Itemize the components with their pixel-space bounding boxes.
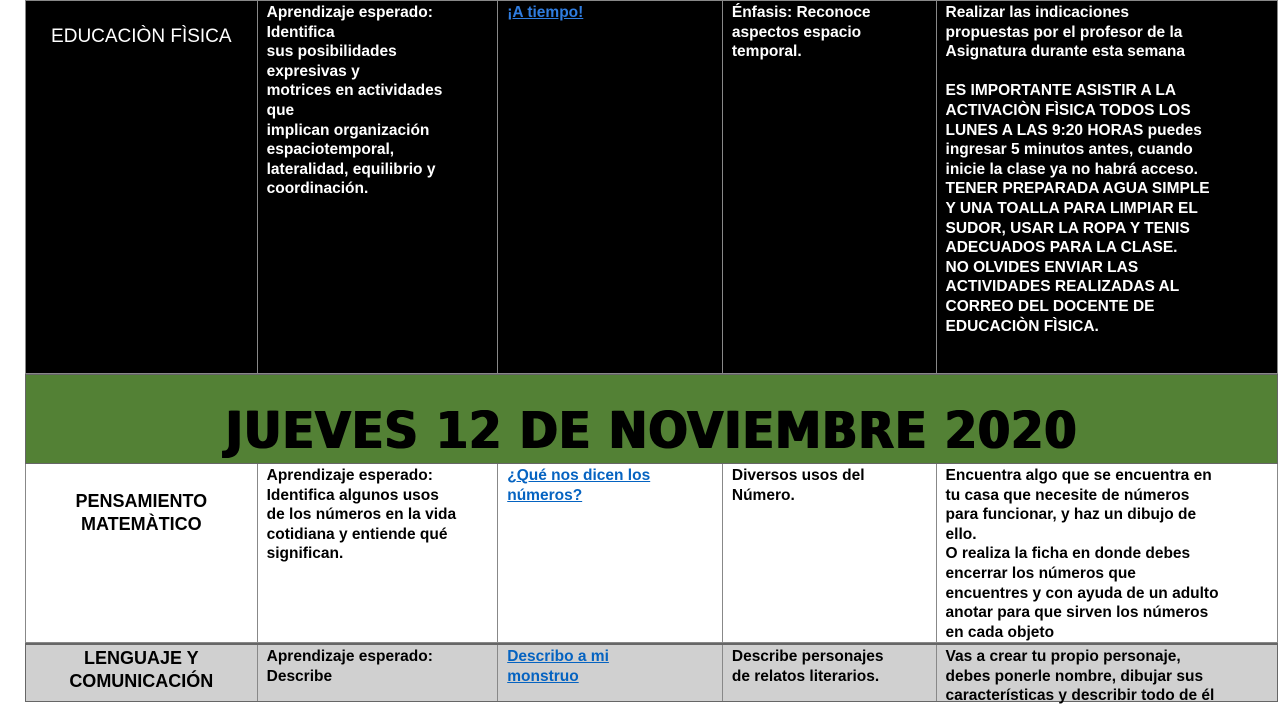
table-row-pensamiento-matematico bbox=[25, 464, 1278, 643]
lesson-link[interactable]: ¿Qué nos dicen los números? bbox=[507, 467, 651, 504]
actividad-cell: Realizar las indicaciones propuestas por el profesor de la Asignatura durante esta semana ES IMPORTANTE ASISTIR A LA ACTIVACIÒN FÌSICA TODOS LOS LUNES A LAS 9:20 HORAS puedes ingresar 5 minutos antes, cuando inicie la clase ya no habrá acceso. TENER PREPARADA AGUA SIMPLE Y UNA TOALLA PARA LIMPIAR EL SUDOR, USAR LA ROPA Y TENIS ADECUADOS PARA LA CLASE. NO OLVIDES ENVIAR LAS ACTIVIDADES REALIZADAS AL CORREO DEL DOCENTE DE EDUCACIÒN FÌSICA. bbox=[945, 4, 1210, 335]
aprendizaje-cell: Aprendizaje esperado: Identifica sus posibilidades expresivas y motrices en actividades que implican organización espaciotemporal, lateralidad, equilibrio y coordinación. bbox=[258, 1, 499, 373]
enfasis-cell: Diversos usos del Número. bbox=[723, 464, 937, 642]
enfasis-cell: Énfasis: Reconoce aspectos espacio temporal. bbox=[723, 1, 937, 373]
table-row-lenguaje bbox=[25, 643, 1278, 705]
aprendizaje-cell: Aprendizaje esperado: Describe bbox=[258, 645, 499, 701]
table-row-educacion-fisica bbox=[25, 0, 1278, 374]
aprendizaje-cell: Aprendizaje esperado: Identifica algunos usos de los números en la vida cotidiana y entiende qué significan. bbox=[258, 464, 499, 642]
actividad-cell: Vas a crear tu propio personaje, debes ponerle nombre, dibujar sus características y describir todo de él bbox=[945, 648, 1215, 705]
actividad-cell: Encuentra algo que se encuentra en tu casa que necesite de números para funcionar, y haz un dibujo de ello. O realiza la ficha en donde debes encerrar los números que encuentres y con ayuda de un adulto anotar para que sirven los números en cada objeto bbox=[945, 467, 1219, 641]
subject-cell: PENSAMIENTO MATEMÀTICO bbox=[26, 464, 258, 642]
link-cell bbox=[498, 645, 723, 701]
subject-cell: EDUCACIÒN FÌSICA bbox=[26, 1, 258, 373]
lesson-link[interactable]: Describo a mi monstruo bbox=[507, 648, 609, 685]
link-cell bbox=[498, 1, 723, 373]
enfasis-cell: Describe personajes de relatos literarios. bbox=[723, 645, 937, 701]
date-banner bbox=[25, 374, 1278, 464]
link-cell bbox=[498, 464, 723, 642]
lesson-link[interactable]: ¡A tiempo! bbox=[507, 4, 584, 21]
subject-cell: LENGUAJE Y COMUNICACIÓN bbox=[26, 645, 258, 701]
date-heading: JUEVES 12 DE NOVIEMBRE 2020 bbox=[225, 402, 1078, 461]
